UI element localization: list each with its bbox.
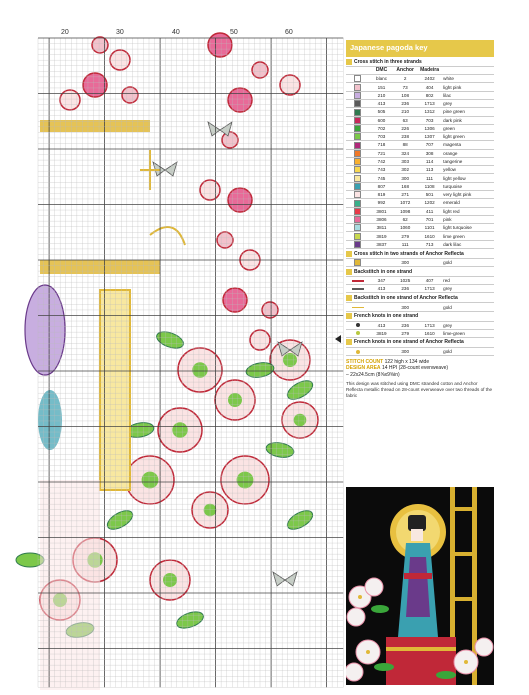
line-swatch-icon — [352, 280, 364, 282]
stitching-note: This design was stitched using DMC stranded cotton and Anchor Reflecta metallic thread on 28-count evenweave over two threads of the fabric — [346, 381, 493, 399]
table-row: 3811 1060 1101 light turquoise — [346, 224, 494, 232]
table-row: 819 271 501 very light pink — [346, 191, 494, 199]
table-row: blanc 2 2402 white — [346, 75, 494, 83]
symbol-swatch-icon — [354, 100, 361, 107]
section-heading: Backstitch in one strand of Anchor Reflecta — [346, 293, 494, 303]
key-table — [346, 67, 494, 249]
bullet-icon — [346, 295, 352, 301]
symbol-swatch-icon — [354, 117, 361, 124]
backstitch-reflecta-table — [346, 303, 494, 311]
symbol-swatch-icon — [354, 109, 361, 116]
center-arrow-icon — [335, 335, 341, 343]
design-area-size: – 22x24.5cm (8⅝x9⅝in) — [346, 371, 400, 378]
symbol-swatch-icon — [354, 142, 361, 149]
symbol-swatch-icon — [354, 224, 361, 231]
bullet-icon — [346, 313, 352, 319]
french-knot-table — [346, 322, 494, 338]
table-row: 347 1025 407 red — [346, 277, 494, 285]
table-row: 413 236 1713 grey — [346, 99, 494, 107]
knot-swatch-icon — [356, 323, 360, 327]
table-row: 745 300 111 light yellow — [346, 174, 494, 182]
table-row: 300 gold — [346, 259, 494, 267]
header-anchor: Anchor — [393, 67, 417, 75]
symbol-swatch-icon — [354, 92, 361, 99]
table-row: 743 302 113 yellow — [346, 166, 494, 174]
table-row: 3801 1098 411 light red — [346, 207, 494, 215]
table-header — [346, 67, 494, 75]
symbol-swatch-icon — [354, 75, 361, 82]
table-row: 721 324 308 orange — [346, 149, 494, 157]
stitch-count-label: STITCH COUNT — [346, 358, 384, 365]
col-label-50: 50 — [230, 29, 238, 36]
key-panel — [346, 40, 494, 399]
symbol-swatch-icon — [354, 166, 361, 173]
symbol-swatch-icon — [354, 183, 361, 190]
section-heading: French knots in one strand of Anchor Reflecta — [346, 338, 494, 348]
symbol-swatch-icon — [354, 216, 361, 223]
french-reflecta-table — [346, 348, 494, 356]
knot-swatch-icon — [356, 331, 360, 335]
key-title: Japanese pagoda key — [346, 40, 494, 57]
line-swatch-icon — [352, 288, 364, 290]
section-heading: Cross stitch in three strands — [346, 57, 494, 67]
table-row: 3837 111 713 dark lilac — [346, 240, 494, 248]
header-dmc: DMC — [370, 67, 394, 75]
symbol-swatch-icon — [354, 175, 361, 182]
table-row: 702 226 1306 green — [346, 124, 494, 132]
symbol-swatch-icon — [354, 200, 361, 207]
table-row: 600 63 703 dark pink — [346, 116, 494, 124]
symbol-swatch-icon — [354, 259, 361, 266]
table-row: 505 210 1312 pine green — [346, 108, 494, 116]
design-area-value: 14 HPI (28-count evenweave) — [381, 365, 449, 372]
reflecta-table — [346, 259, 494, 267]
table-row: 151 73 404 light pink — [346, 83, 494, 91]
table-row: 703 238 1307 light green — [346, 133, 494, 141]
symbol-swatch-icon — [354, 84, 361, 91]
bullet-icon — [346, 269, 352, 275]
bullet-icon — [346, 59, 352, 65]
symbol-swatch-icon — [354, 158, 361, 165]
table-row: 413 236 1713 grey — [346, 285, 494, 293]
knot-swatch-icon — [356, 350, 360, 354]
symbol-swatch-icon — [354, 133, 361, 140]
table-row: 992 1072 1202 emerald — [346, 199, 494, 207]
section-heading: Cross stitch in two strands of Anchor Reflecta — [346, 249, 494, 259]
table-row: 3819 279 1610 lime-green — [346, 329, 494, 337]
section-heading: Backstitch in one strand — [346, 267, 494, 277]
symbol-swatch-icon — [354, 208, 361, 215]
table-row: 742 303 114 tangerine — [346, 157, 494, 165]
col-label-20: 20 — [61, 29, 69, 36]
table-row: 3819 279 1610 lime green — [346, 232, 494, 240]
table-row: 300 gold — [346, 303, 494, 311]
col-label-30: 30 — [116, 29, 124, 36]
table-row: 3806 62 701 pink — [346, 215, 494, 223]
backstitch-table — [346, 277, 494, 293]
col-label-40: 40 — [172, 29, 180, 36]
header-madeira: Madeira — [417, 67, 442, 75]
col-label-60: 60 — [285, 29, 293, 36]
symbol-swatch-icon — [354, 125, 361, 132]
stitch-info — [346, 359, 494, 379]
table-row: 718 88 707 magenta — [346, 141, 494, 149]
bullet-icon — [346, 339, 352, 345]
stitched-sample-photo — [346, 487, 494, 685]
symbol-swatch-icon — [354, 233, 361, 240]
symbol-swatch-icon — [354, 150, 361, 157]
section-heading: French knots in one strand — [346, 312, 494, 322]
symbol-swatch-icon — [354, 241, 361, 248]
photo-illustration — [346, 487, 494, 685]
stitch-count-value: 122 high x 134 wide — [384, 358, 430, 365]
bullet-icon — [346, 251, 352, 257]
line-swatch-icon — [352, 307, 364, 309]
design-area-label: DESIGN AREA — [346, 365, 381, 372]
table-row: 413 236 1713 grey — [346, 322, 494, 330]
table-row: 300 gold — [346, 348, 494, 356]
table-row: 807 168 1108 turquoise — [346, 182, 494, 190]
table-row: 210 108 802 lilac — [346, 91, 494, 99]
symbol-swatch-icon — [354, 191, 361, 198]
